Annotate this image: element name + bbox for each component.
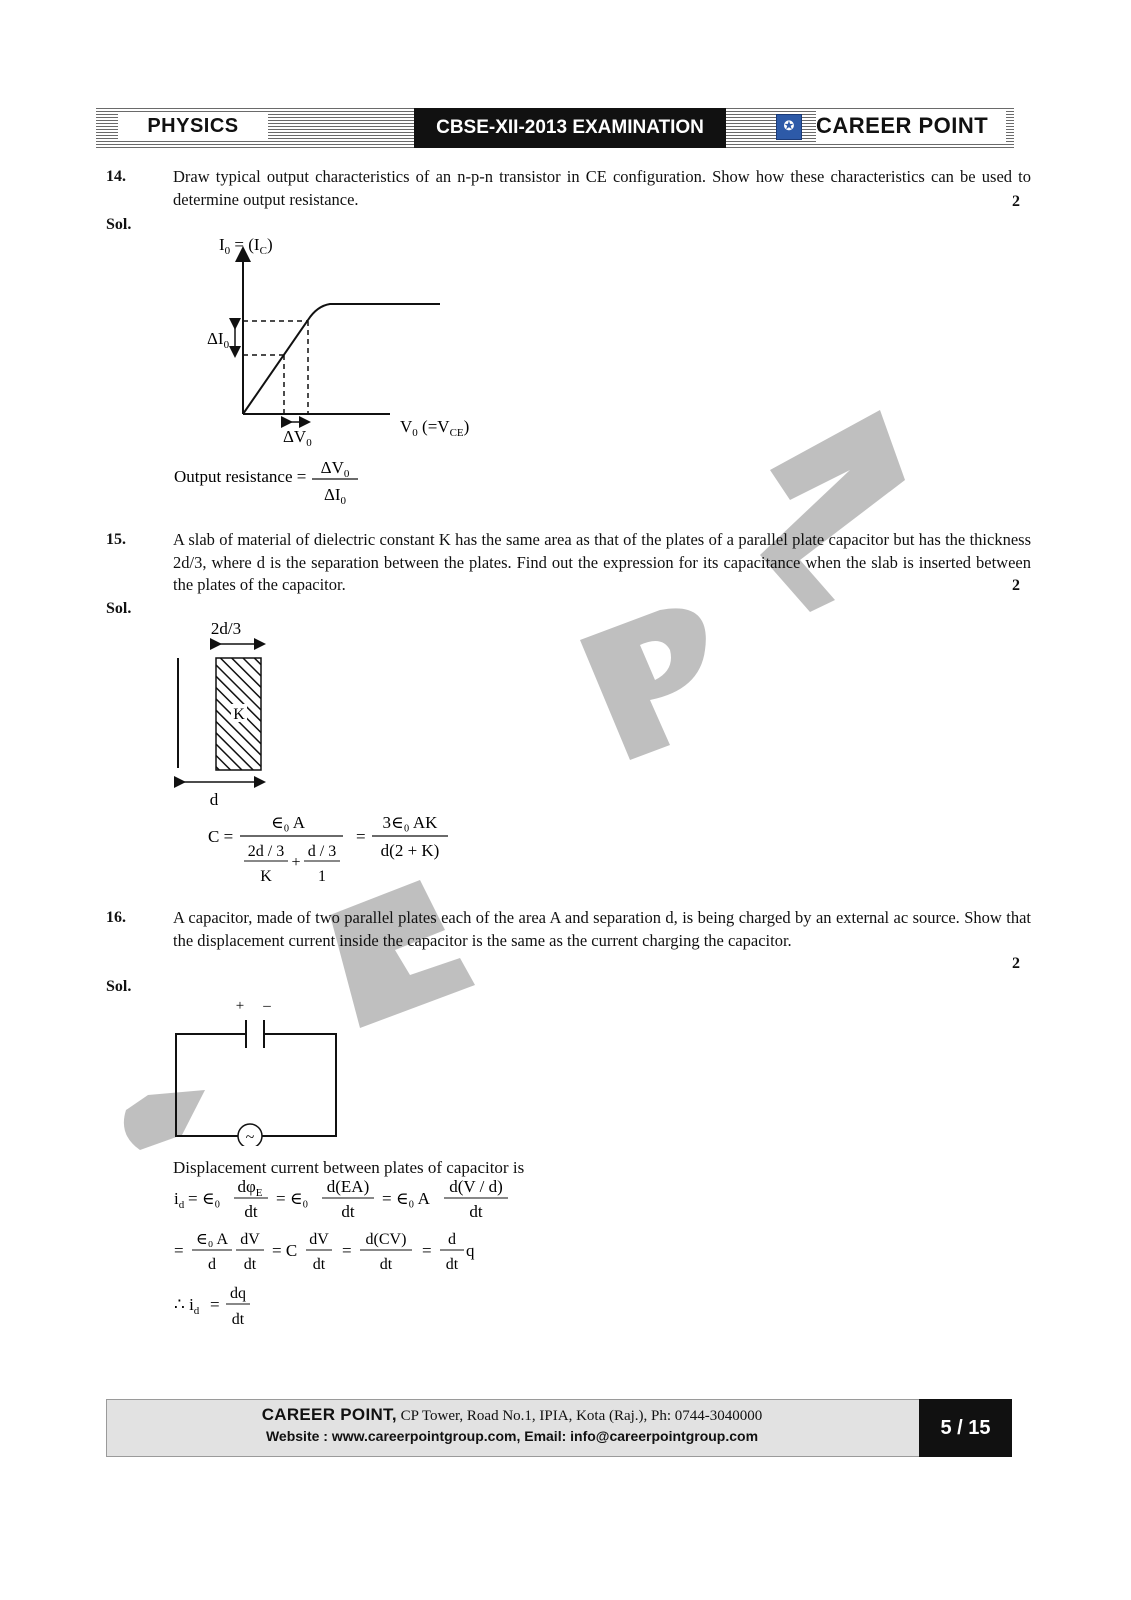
y-axis-label: $I_0 = (I_C)$ [219,235,273,257]
svg-text:dt: dt [341,1202,355,1221]
footer-website: Website : www.careerpointgroup.com, Email: info@careerpointgroup.com [265,1428,759,1444]
svg-text:K: K [233,706,245,723]
footer-address-line [106,1405,918,1425]
capacitance-equation [200,810,460,890]
output-resistance-formula [172,452,392,510]
header-brand: CAREER POINT [816,110,1006,142]
svg-text:2d/3: 2d/3 [210,619,242,638]
svg-text:+: + [235,998,245,1014]
svg-text:ΔV0: $\Delta V_0$ [320,458,350,480]
displacement-current-intro: Displacement current between plates of capacitor is [173,1158,525,1177]
svg-text:= ∈₀: = ∈₀ [276,1189,309,1208]
question-number: 16. [106,909,126,926]
svg-text:~: ~ [245,1129,255,1146]
circuit-wire-left [176,1034,246,1136]
svg-text:d: d [448,1231,456,1248]
svg-text:d: d [209,790,219,808]
svg-text:3∈₀ AK: 3∈₀ AK [382,813,438,832]
solution-label: Sol. [106,216,132,233]
dielectric-slab-figure [168,618,288,808]
header-exam-title: CBSE-XII-2013 EXAMINATION [414,108,726,148]
svg-text:= ∈₀: = ∈₀ [188,1189,221,1208]
question-number: 14. [106,168,126,185]
svg-text:dφE: $d\varphi_E$ [237,1177,263,1199]
question-number: 15. [106,531,126,548]
svg-text:dt: dt [243,1256,257,1273]
question-marks: 2 [1012,577,1020,594]
output-characteristics-graph [195,232,495,457]
svg-text:dt: dt [469,1202,483,1221]
svg-text:=: = [356,827,366,846]
svg-text:=: = [174,1241,184,1260]
svg-text:∈₀ A: ∈₀ A [195,1231,229,1248]
delta-i-label: $\Delta I_0$ [207,329,230,351]
displacement-current-derivation [172,1176,532,1336]
page-number: 5 / 15 [919,1399,1012,1457]
svg-text:d(CV): d(CV) [365,1231,407,1248]
svg-text:dt: dt [379,1256,393,1273]
svg-text:+: + [291,854,301,871]
svg-text:=: = [342,1241,352,1260]
svg-text:∴ id: ∴ $i_d$ [174,1295,200,1317]
svg-text:C =: C = [208,827,234,846]
svg-text:K: K [260,868,272,885]
svg-text:= ∈₀ A: = ∈₀ A [382,1189,430,1208]
svg-text:dt: dt [445,1256,459,1273]
question-text: A capacitor, made of two parallel plates each of the area A and separation d, is being charged by an external ac source. Show that the displacement current inside the capacitor is the same as the current charging the capacitor. [173,908,1031,950]
svg-text:dV: dV [240,1231,260,1248]
footer-brand: CAREER POINT, [261,1405,397,1424]
question-text: A slab of material of dielectric constant K has the same area as that of the plates of a parallel plate capacitor but has the thickness 2d/3, where d is the separation between the plates. Find out the expression for its capacitance when the slab is inserted between the plates of the capacitor. [173,530,1031,594]
svg-text:q: q [466,1241,475,1260]
svg-text:=: = [210,1295,220,1314]
circuit-wire-right [262,1034,336,1136]
solution-label: Sol. [106,600,132,617]
svg-text:dq: dq [230,1285,246,1302]
svg-text:2d / 3: 2d / 3 [247,843,285,860]
svg-text:=: = [422,1241,432,1260]
x-axis-label: $V_0$ $(=V_{CE})$ [400,417,470,439]
svg-text:d: d [208,1256,216,1273]
svg-text:dt: dt [244,1202,258,1221]
svg-text:1: 1 [318,868,326,885]
svg-text:d / 3: d / 3 [307,843,337,860]
delta-v-label: $\Delta V_0$ [283,427,312,449]
solution-label: Sol. [106,978,132,995]
career-point-logo-icon: ✪ [776,114,802,140]
svg-text:d(V / d): d(V / d) [449,1177,503,1196]
svg-text:∈₀ A: ∈₀ A [270,813,306,832]
question-text: Draw typical output characteristics of an n-p-n transistor in CE configuration. Show how these characteristics can be used to determine output resistance. [173,167,1031,209]
svg-text:Output resistance =: Output resistance = [174,467,307,486]
svg-text:id: $i_d$ [174,1189,185,1211]
question-marks: 2 [1012,955,1020,972]
header-subject: PHYSICS [118,112,268,140]
svg-text:dV: dV [309,1231,329,1248]
svg-text:dt: dt [312,1256,326,1273]
svg-text:dt: dt [231,1311,245,1328]
svg-text:= C: = C [272,1241,298,1260]
ac-capacitor-circuit [168,996,348,1146]
question-marks: 2 [1012,193,1020,210]
footer-address: CP Tower, Road No.1, IPIA, Kota (Raj.), Ph: 0744-3040000 [396,1408,763,1424]
svg-text:ΔI0: $\Delta I_0$ [323,485,347,507]
svg-text:–: – [263,998,271,1014]
svg-text:d(EA): d(EA) [326,1177,370,1196]
svg-text:d(2 + K): d(2 + K) [380,841,440,860]
